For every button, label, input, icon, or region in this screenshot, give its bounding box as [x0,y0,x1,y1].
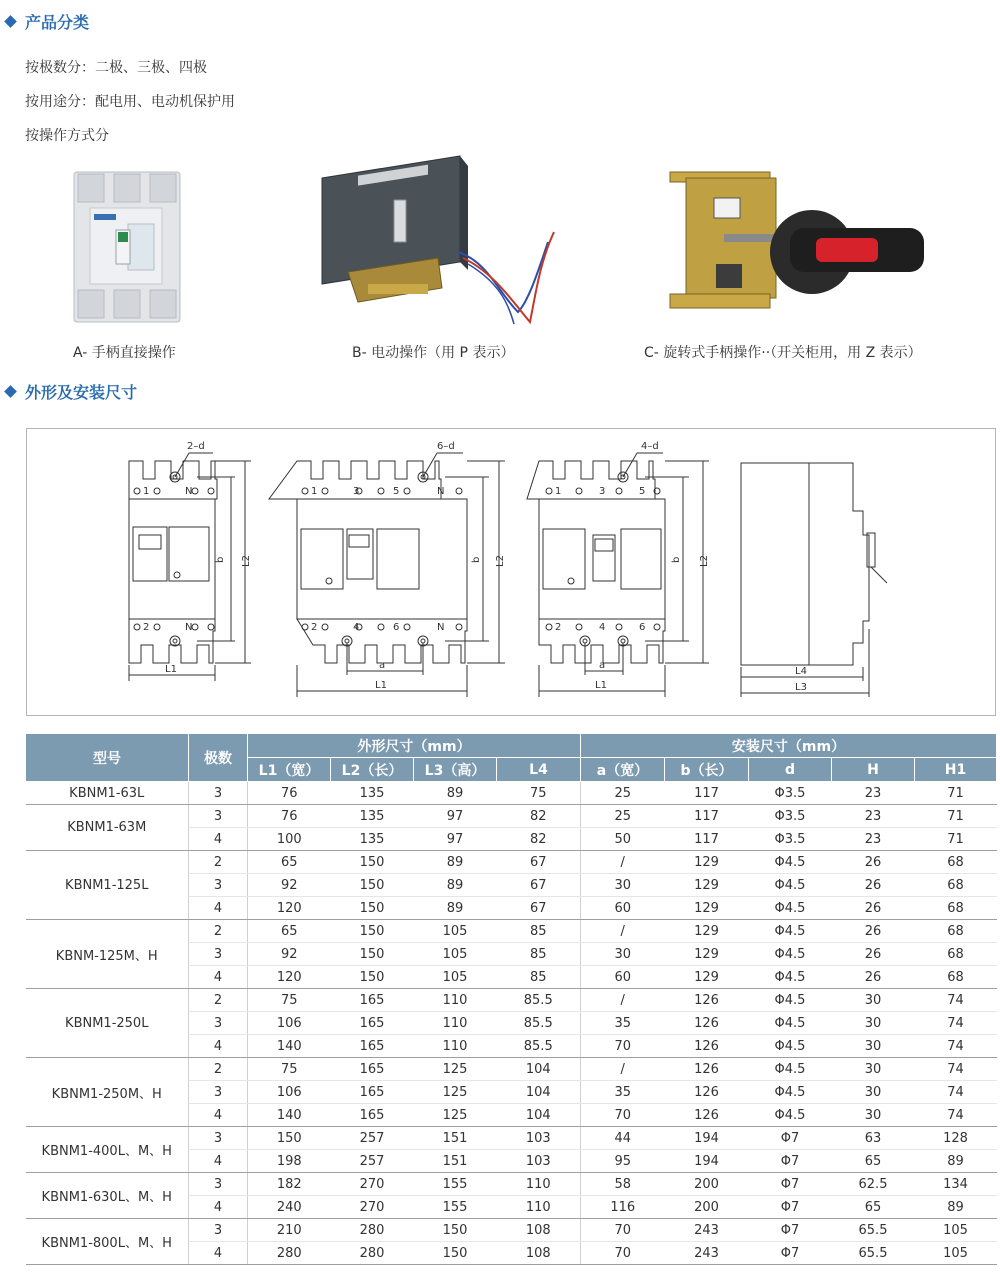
value-cell: Φ7 [749,1219,832,1242]
value-cell: 75 [497,782,581,805]
value-cell: 210 [248,1219,331,1242]
value-cell: 68 [915,943,997,966]
value-cell: 150 [414,1242,497,1265]
value-cell: 60 [581,966,665,989]
value-cell: 105 [915,1219,997,1242]
caption-c: C- 旋转式手柄操作··（开关柜用，用 Z 表示） [644,345,922,361]
value-cell: 126 [665,989,749,1012]
value-cell: 70 [581,1219,665,1242]
table-row [26,1173,997,1196]
value-cell: 105 [414,920,497,943]
text-line-operation: 按操作方式分 [25,128,109,144]
value-cell: 67 [497,874,581,897]
value-cell: 23 [832,805,915,828]
value-cell: 67 [497,897,581,920]
label-terminal: N [437,486,445,497]
value-cell: 67 [497,851,581,874]
value-cell: 280 [331,1242,414,1265]
value-cell: 126 [665,1081,749,1104]
value-cell: 103 [497,1150,581,1173]
value-cell: 194 [665,1150,749,1173]
value-cell: 65 [832,1196,915,1219]
model-cell: KBNM1-250M、H [26,1058,189,1127]
value-cell: 270 [331,1196,414,1219]
value-cell: Φ3.5 [749,828,832,851]
value-cell: / [581,989,665,1012]
value-cell: 26 [832,920,915,943]
value-cell: 150 [331,897,414,920]
value-cell: 240 [248,1196,331,1219]
poles-cell: 4 [189,1104,248,1127]
value-cell: 85 [497,966,581,989]
label-terminal: 2 [311,622,318,633]
value-cell: Φ4.5 [749,851,832,874]
value-cell: 63 [832,1127,915,1150]
value-cell: 110 [414,1012,497,1035]
value-cell: 30 [581,874,665,897]
value-cell: 71 [915,805,997,828]
table-row [26,782,997,805]
value-cell: 129 [665,851,749,874]
value-cell: 150 [331,874,414,897]
value-cell: 243 [665,1242,749,1265]
value-cell: Φ4.5 [749,1012,832,1035]
poles-cell: 3 [189,1081,248,1104]
poles-cell: 3 [189,805,248,828]
label-L2: L2 [495,555,506,567]
value-cell: 120 [248,897,331,920]
value-cell: 270 [331,1173,414,1196]
header-L4: L4 [497,758,581,782]
poles-cell: 3 [189,782,248,805]
value-cell: 76 [248,805,331,828]
diamond-bullet-icon [4,15,17,28]
label-terminal: 4 [599,622,606,633]
value-cell: 23 [832,782,915,805]
label-terminal: 3 [599,486,606,497]
poles-cell: 2 [189,920,248,943]
value-cell: 92 [248,874,331,897]
value-cell: 140 [248,1035,331,1058]
value-cell: 198 [248,1150,331,1173]
dimension-drawing-box [26,428,996,716]
value-cell: 74 [915,1012,997,1035]
value-cell: 95 [581,1150,665,1173]
value-cell: 70 [581,1035,665,1058]
value-cell: 68 [915,920,997,943]
table-row [26,1058,997,1081]
table-row [26,1219,997,1242]
value-cell: 104 [497,1104,581,1127]
product-image-motor-operator [318,152,558,330]
value-cell: / [581,851,665,874]
product-image-breaker-handle [70,168,186,326]
value-cell: 135 [331,828,414,851]
value-cell: 165 [331,1058,414,1081]
value-cell: 106 [248,1081,331,1104]
table-row [26,989,997,1012]
header-L3: L3（高） [414,758,497,782]
value-cell: 65 [248,851,331,874]
header-model: 型号 [26,734,189,782]
value-cell: Φ7 [749,1127,832,1150]
value-cell: 140 [248,1104,331,1127]
model-cell: KBNM1-125L [26,851,189,920]
value-cell: 116 [581,1196,665,1219]
poles-cell: 2 [189,851,248,874]
value-cell: 126 [665,1012,749,1035]
value-cell: 105 [414,943,497,966]
value-cell: Φ4.5 [749,989,832,1012]
value-cell: 70 [581,1104,665,1127]
value-cell: / [581,920,665,943]
value-cell: 155 [414,1173,497,1196]
value-cell: Φ4.5 [749,1058,832,1081]
value-cell: Φ7 [749,1196,832,1219]
label-a: a [379,660,386,671]
value-cell: 110 [497,1196,581,1219]
model-cell: KBNM1-400L、M、H [26,1127,189,1173]
value-cell: 200 [665,1196,749,1219]
drawing-side-view [741,463,887,697]
section-title-dimensions [4,380,137,403]
section-title-text: 外形及安装尺寸 [25,383,138,402]
label-hole-2pole: 2–d [187,441,205,452]
model-cell: KBNM1-250L [26,989,189,1058]
label-terminal: N [185,622,193,633]
value-cell: 68 [915,874,997,897]
value-cell: 151 [414,1127,497,1150]
model-cell: KBNM1-630L、M、H [26,1173,189,1219]
product-image-rotary-handle [664,168,928,316]
value-cell: 110 [414,1035,497,1058]
poles-cell: 4 [189,1242,248,1265]
header-L1: L1（宽） [248,758,331,782]
value-cell: 25 [581,805,665,828]
model-cell: KBNM1-800L、M、H [26,1219,189,1265]
value-cell: 106 [248,1012,331,1035]
label-L1: L1 [375,680,387,691]
header-install: 安装尺寸（mm） [581,734,997,758]
value-cell: 35 [581,1012,665,1035]
caption-b: B- 电动操作（用 P 表示） [352,345,515,361]
drawing-4-pole [269,453,505,697]
value-cell: 82 [497,805,581,828]
value-cell: 71 [915,782,997,805]
label-L1: L1 [165,664,177,675]
label-terminal: N [185,486,193,497]
value-cell: 65 [832,1150,915,1173]
poles-cell: 4 [189,1196,248,1219]
value-cell: 128 [915,1127,997,1150]
value-cell: 243 [665,1219,749,1242]
label-terminal: 6 [639,622,646,633]
label-terminal: 1 [311,486,318,497]
value-cell: 30 [832,989,915,1012]
header-d: d [749,758,832,782]
value-cell: 100 [248,828,331,851]
value-cell: 165 [331,1081,414,1104]
value-cell: 135 [331,805,414,828]
model-cell: KBNM-125M、H [26,920,189,989]
diamond-bullet-icon [4,385,17,398]
label-terminal: N [437,622,445,633]
model-cell: KBNM1-63L [26,782,189,805]
table-row [26,851,997,874]
value-cell: 76 [248,782,331,805]
value-cell: 134 [915,1173,997,1196]
value-cell: 126 [665,1035,749,1058]
value-cell: 26 [832,966,915,989]
poles-cell: 4 [189,1150,248,1173]
label-b: b [215,556,226,563]
value-cell: 26 [832,943,915,966]
value-cell: 104 [497,1081,581,1104]
value-cell: 165 [331,1104,414,1127]
label-L1: L1 [595,680,607,691]
header-H1: H1 [915,758,997,782]
value-cell: 150 [331,943,414,966]
value-cell: 89 [414,897,497,920]
table-row [26,920,997,943]
value-cell: 74 [915,1058,997,1081]
label-terminal: 5 [393,486,400,497]
value-cell: 108 [497,1242,581,1265]
table-row [26,1127,997,1150]
value-cell: Φ4.5 [749,966,832,989]
value-cell: 165 [331,1035,414,1058]
label-hole-3pole: 4–d [641,441,659,452]
value-cell: 30 [832,1035,915,1058]
model-cell: KBNM1-63M [26,805,189,851]
value-cell: / [581,1058,665,1081]
label-b: b [671,556,682,563]
value-cell: 74 [915,1081,997,1104]
value-cell: Φ3.5 [749,805,832,828]
value-cell: 65.5 [832,1219,915,1242]
value-cell: 62.5 [832,1173,915,1196]
value-cell: 50 [581,828,665,851]
value-cell: 200 [665,1173,749,1196]
value-cell: 70 [581,1242,665,1265]
header-b: b（长） [665,758,749,782]
poles-cell: 4 [189,897,248,920]
value-cell: 30 [832,1104,915,1127]
value-cell: 26 [832,897,915,920]
value-cell: 25 [581,782,665,805]
value-cell: 257 [331,1127,414,1150]
value-cell: 75 [248,989,331,1012]
text-line-usage: 按用途分：配电用、电动机保护用 [25,94,235,110]
value-cell: 117 [665,805,749,828]
value-cell: Φ4.5 [749,920,832,943]
value-cell: 150 [331,851,414,874]
value-cell: 120 [248,966,331,989]
value-cell: 71 [915,828,997,851]
value-cell: 103 [497,1127,581,1150]
label-hole-4pole: 6–d [437,441,455,452]
value-cell: 117 [665,782,749,805]
value-cell: 26 [832,874,915,897]
value-cell: 117 [665,828,749,851]
value-cell: 89 [414,782,497,805]
value-cell: 65.5 [832,1242,915,1265]
header-a: a（宽） [581,758,665,782]
value-cell: 60 [581,897,665,920]
value-cell: 280 [248,1242,331,1265]
header-H: H [832,758,915,782]
value-cell: 155 [414,1196,497,1219]
poles-cell: 3 [189,1127,248,1150]
value-cell: 151 [414,1150,497,1173]
dimension-drawing [27,429,995,715]
value-cell: Φ4.5 [749,1104,832,1127]
poles-cell: 4 [189,1035,248,1058]
value-cell: 58 [581,1173,665,1196]
value-cell: Φ7 [749,1173,832,1196]
value-cell: 126 [665,1104,749,1127]
poles-cell: 3 [189,943,248,966]
value-cell: 150 [331,920,414,943]
value-cell: 85.5 [497,1035,581,1058]
value-cell: 165 [331,989,414,1012]
label-terminal: 4 [353,622,360,633]
value-cell: 257 [331,1150,414,1173]
value-cell: 150 [414,1219,497,1242]
poles-cell: 2 [189,989,248,1012]
value-cell: 30 [832,1081,915,1104]
poles-cell: 3 [189,874,248,897]
value-cell: 108 [497,1219,581,1242]
value-cell: 89 [915,1196,997,1219]
value-cell: 110 [497,1173,581,1196]
value-cell: 125 [414,1058,497,1081]
value-cell: Φ4.5 [749,1035,832,1058]
label-terminal: 1 [143,486,150,497]
value-cell: 129 [665,897,749,920]
value-cell: 44 [581,1127,665,1150]
value-cell: 74 [915,1035,997,1058]
value-cell: 97 [414,805,497,828]
value-cell: 65 [248,920,331,943]
poles-cell: 4 [189,828,248,851]
label-b: b [471,556,482,563]
value-cell: 150 [331,966,414,989]
value-cell: 129 [665,966,749,989]
value-cell: Φ7 [749,1242,832,1265]
table-row [26,805,997,828]
value-cell: 85 [497,920,581,943]
value-cell: 129 [665,943,749,966]
value-cell: 35 [581,1081,665,1104]
label-terminal: 3 [353,486,360,497]
label-L2: L2 [699,555,710,567]
value-cell: 125 [414,1104,497,1127]
table-body [26,782,997,1265]
value-cell: 74 [915,1104,997,1127]
value-cell: 182 [248,1173,331,1196]
value-cell: 104 [497,1058,581,1081]
header-L2: L2（长） [331,758,414,782]
value-cell: 82 [497,828,581,851]
value-cell: 126 [665,1058,749,1081]
value-cell: 89 [414,874,497,897]
value-cell: Φ7 [749,1150,832,1173]
header-outline: 外形尺寸（mm） [248,734,581,758]
value-cell: 105 [414,966,497,989]
value-cell: 280 [331,1219,414,1242]
value-cell: 85.5 [497,989,581,1012]
value-cell: 105 [915,1242,997,1265]
text-line-poles: 按极数分：二极、三极、四极 [25,60,207,76]
value-cell: 92 [248,943,331,966]
value-cell: 30 [832,1012,915,1035]
label-terminal: 5 [639,486,646,497]
value-cell: 30 [581,943,665,966]
value-cell: 89 [414,851,497,874]
value-cell: 89 [915,1150,997,1173]
value-cell: Φ4.5 [749,897,832,920]
caption-a: A- 手柄直接操作 [73,345,176,361]
value-cell: 85.5 [497,1012,581,1035]
value-cell: 150 [248,1127,331,1150]
value-cell: 129 [665,874,749,897]
value-cell: 30 [832,1058,915,1081]
value-cell: Φ4.5 [749,1081,832,1104]
value-cell: 85 [497,943,581,966]
section-title-text: 产品分类 [25,13,90,32]
label-terminal: 1 [555,486,562,497]
label-terminal: 6 [393,622,400,633]
value-cell: 97 [414,828,497,851]
value-cell: Φ4.5 [749,943,832,966]
value-cell: 74 [915,989,997,1012]
value-cell: 135 [331,782,414,805]
value-cell: 165 [331,1012,414,1035]
label-L2: L2 [241,555,252,567]
label-terminal: 2 [555,622,562,633]
label-L3: L3 [795,682,807,693]
value-cell: Φ4.5 [749,874,832,897]
poles-cell: 2 [189,1058,248,1081]
value-cell: 75 [248,1058,331,1081]
value-cell: 68 [915,966,997,989]
poles-cell: 3 [189,1012,248,1035]
poles-cell: 3 [189,1219,248,1242]
poles-cell: 3 [189,1173,248,1196]
value-cell: Φ3.5 [749,782,832,805]
header-poles: 极数 [189,734,248,782]
section-title-classification [4,10,89,33]
value-cell: 129 [665,920,749,943]
dimension-table [25,733,997,1265]
value-cell: 26 [832,851,915,874]
value-cell: 125 [414,1081,497,1104]
value-cell: 110 [414,989,497,1012]
label-a: a [599,660,606,671]
value-cell: 68 [915,851,997,874]
value-cell: 68 [915,897,997,920]
poles-cell: 4 [189,966,248,989]
value-cell: 23 [832,828,915,851]
label-terminal: 2 [143,622,150,633]
label-L4: L4 [795,666,807,677]
value-cell: 194 [665,1127,749,1150]
